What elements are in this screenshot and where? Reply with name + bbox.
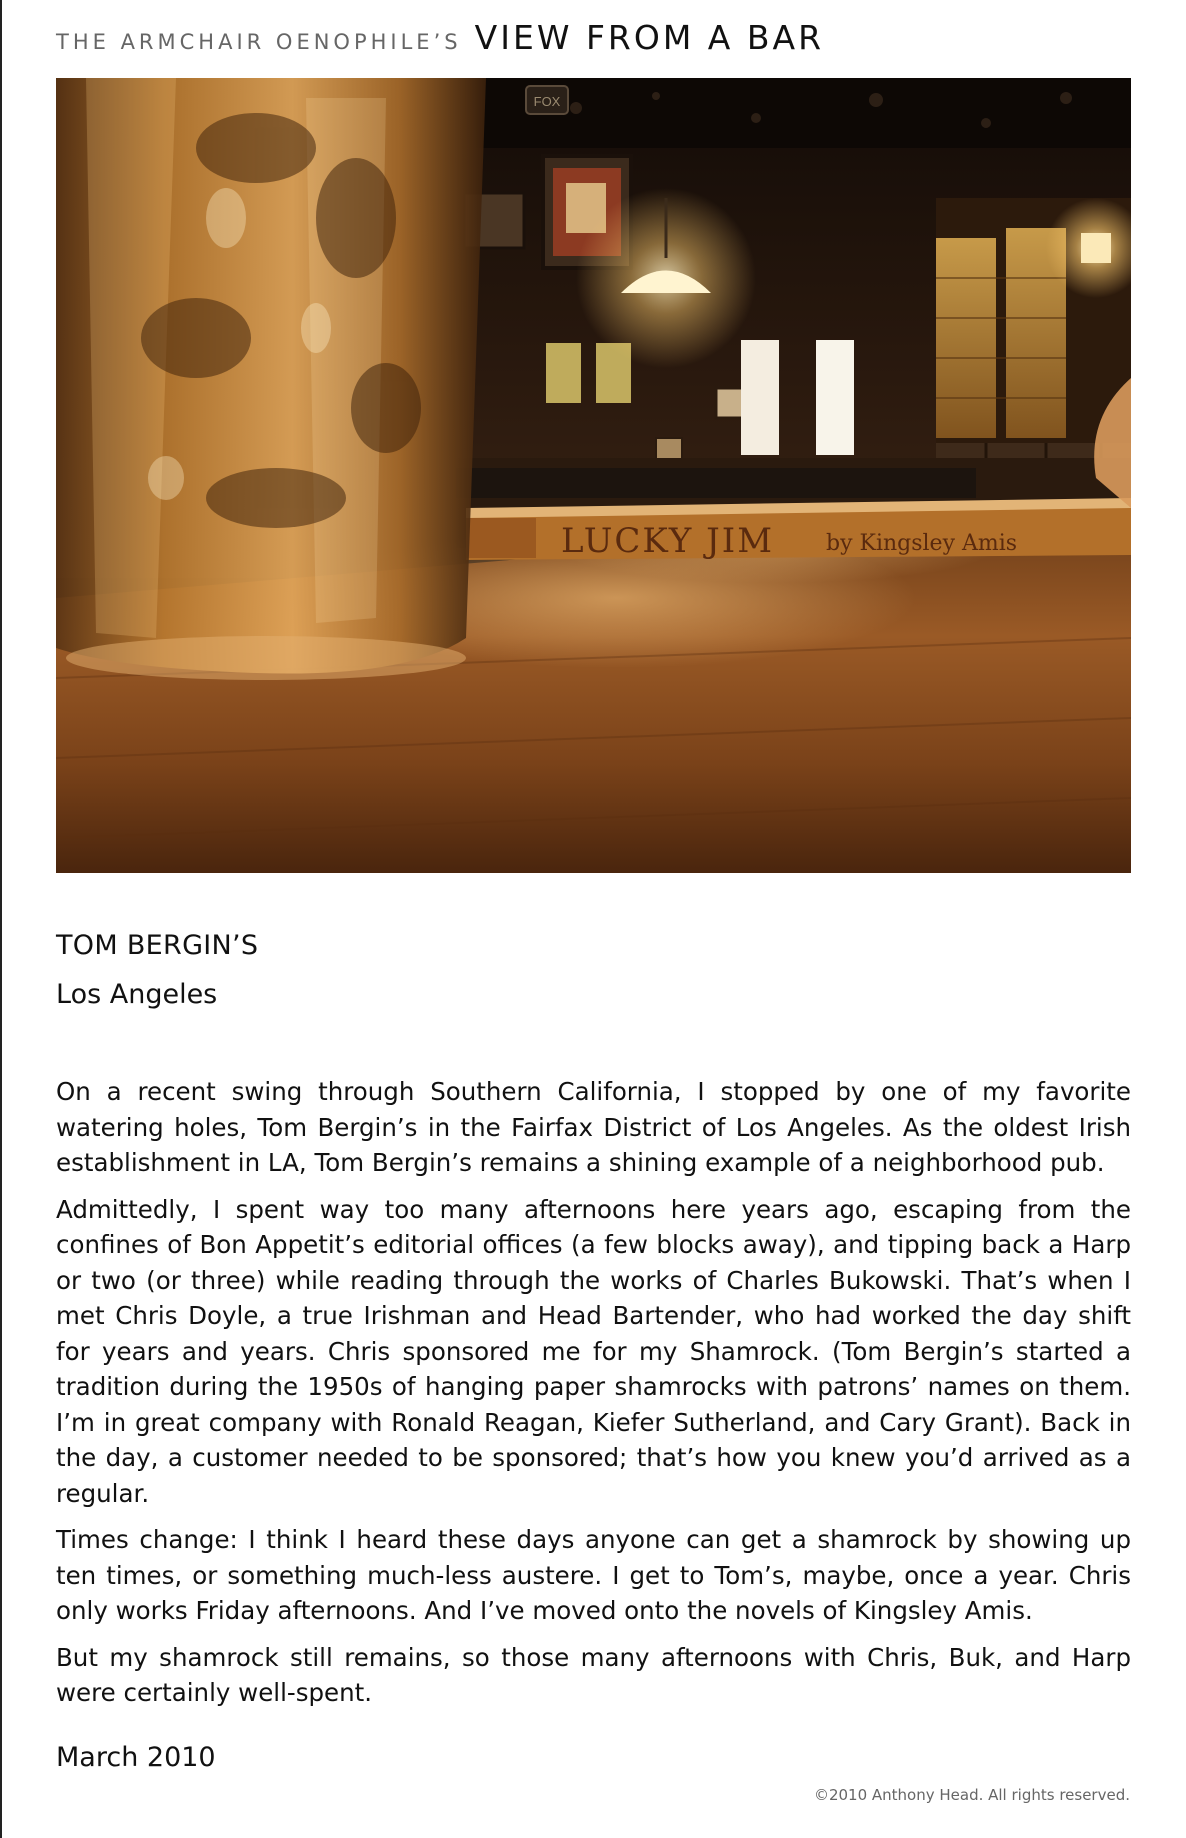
paragraph: On a recent swing through Southern California, I stopped by one of my favorite watering holes, Tom Bergin’s in the Fairfax District of Los Angeles. As the oldest Irish establishment in LA, Tom Bergin’s remains a shining example of a neighborhood pub. xyxy=(56,1077,1131,1177)
masthead-title: VIEW FROM A BAR xyxy=(474,18,825,57)
paragraph: Admittedly, I spent way too many afternoons here years ago, escaping from the confines of Bon Appetit’s editorial offices (a few blocks away), and tipping back a Harp or two (or three) while reading through the works of Charles Bukowski. That’s when I met Chris Doyle, a true Irishman and Head Bartender, who had worked the day shift for years and years. Chris sponsored me for my Shamrock. (Tom Bergin’s started a tradition during the 1950s of hanging paper shamrocks with patrons’ names on them. I’m in great company with Ronald Reagan, Kiefer Sutherland, and Cary Grant). Back in the day, a customer needed to be sponsored; that’s how you knew you’d arrived as a regular. xyxy=(56,1194,1131,1508)
venue-city: Los Angeles xyxy=(56,979,218,1010)
bar-sign-text: FOX xyxy=(533,94,561,109)
paragraph: But my shamrock still remains, so those many afternoons with Chris, Buk, and Harp were certainly well-spent. xyxy=(56,1642,1131,1707)
masthead xyxy=(56,18,824,57)
bar-scene-illustration xyxy=(56,78,1131,873)
copyright-notice: ©2010 Anthony Head. All rights reserved. xyxy=(813,1786,1130,1804)
book-title: LUCKY JIM xyxy=(561,521,775,561)
book-author: by Kingsley Amis xyxy=(826,531,1018,556)
venue-name: TOM BERGIN’S xyxy=(56,930,259,961)
article-date: March 2010 xyxy=(56,1742,216,1773)
article-body xyxy=(56,1074,1131,1722)
paragraph: Times change: I think I heard these days anyone can get a shamrock by showing up ten times, or something much-less austere. I get to Tom’s, maybe, once a year. Chris only works Friday afternoons. And I’ve moved onto the novels of Kingsley Amis. xyxy=(56,1525,1131,1625)
hero-photo xyxy=(56,78,1131,873)
masthead-kicker: THE ARMCHAIR OENOPHILE’S xyxy=(56,30,462,54)
page-left-border xyxy=(0,0,2,1838)
